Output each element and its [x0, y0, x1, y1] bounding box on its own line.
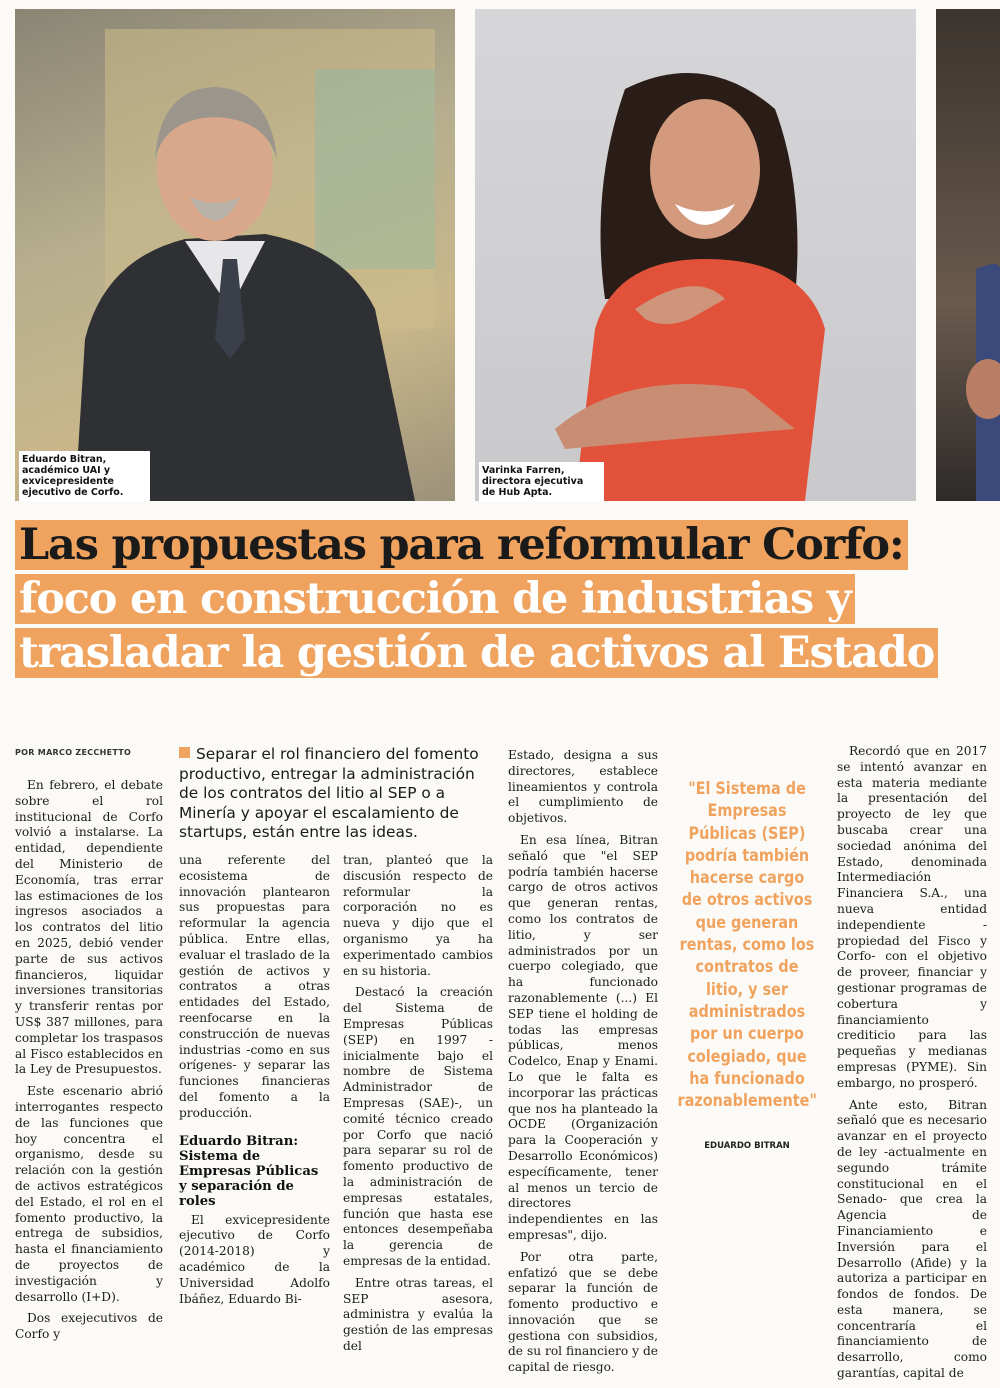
photo-third-person: [936, 9, 1000, 501]
headline-line-3-text: trasladar la gestión de activos al Estado: [15, 628, 938, 678]
article-column-4: [508, 748, 658, 1382]
headline-line-1: [15, 521, 908, 569]
photo-eduardo-bitran: [15, 9, 455, 501]
col2-paragraph-2: El exvicepresidente ejecutivo de Corfo (2014-2018) y académico de la Universidad Adolfo Ibáñez, Eduardo Bi-: [179, 1212, 330, 1306]
col3-paragraph-1: tran, planteó que la discusión respecto de reformular la corporación no es nueva y dijo que el organismo ya ha experimentado cambios en su historia.: [343, 853, 493, 978]
col1-paragraph-2: Este escenario abrió interrogantes respecto de las funciones que hoy concentra el organismo, desde su relación con la gestión de activos estratégicos del Estado, el rol en el fomento productivo, la entrega de subsidios, hasta el financiamiento de proyectos de investigación y desarrollo (I+D).: [15, 1084, 163, 1304]
headline-line-3: [15, 629, 938, 677]
section-subhead: Eduardo Bitran: Sistema de Empresas Públicas y separación de roles: [179, 1133, 319, 1209]
pull-quote-author: EDUARDO BITRAN: [704, 1141, 790, 1151]
pull-quote: "El Sistema de Empresas Públicas (SEP) podría también hacerse cargo de otros activos que generan rentas, como los contratos de litio, y ser administrados por un cuerpo colegiado, que ha funcionado razonablemente": [677, 779, 817, 1111]
col1-paragraph-3: Dos exejecutivos de Corfo y: [15, 1311, 163, 1342]
col3-paragraph-3: Entre otras tareas, el SEP asesora, administra y evalúa la gestión de las empresas del: [343, 1275, 493, 1353]
col4-paragraph-3: Por otra parte, enfatizó que se debe separar la función de fomento productivo e innovación que se gestiona con subsidios, de su rol financiero y de capital de riesgo.: [508, 1249, 658, 1375]
portrait-cropped-image: [936, 9, 1000, 501]
col3-paragraph-2: Destacó la creación del Sistema de Empresas Públicas (SEP) en 1997 -inicialmente bajo el nombre de Sistema Administrador de Empresas (SAE)-, un comité técnico creado por Corfo que nació para separar su rol de fomento productivo de la administración de empresas estatales, función que hasta ese entonces desempeñaba la gerencia de empresas de la entidad.: [343, 985, 493, 1268]
headline-line-1-text: Las propuestas para reformular Corfo:: [15, 520, 908, 570]
deck-text: Separar el rol financiero del fomento productivo, entregar la administración de los contratos del litio al SEP o a Minería y apoyar el escalamiento de startups, están entre las ideas.: [179, 745, 479, 841]
col5-paragraph-2: Ante esto, Bitran señaló que es necesario avanzar en el proyecto de ley -actualmente en segundo trámite constitucional en el Senado- que crea la Agencia de Financiamiento e Inversión para el Desarrollo (Afide) y la autoriza a participar en fondos de fondos. De esta manera, se concentraría el financiamiento de desarrollo, como garantías, capital de: [837, 1097, 987, 1381]
col4-paragraph-1: Estado, designa a sus directores, establece lineamientos y controla el cumplimiento de objetivos.: [508, 748, 658, 826]
article-column-3: [343, 853, 493, 1361]
portrait-woman-image: [475, 9, 916, 501]
photo-caption-mid: Varinka Farren, directora ejecutiva de Hub Apta.: [479, 462, 604, 501]
col4-paragraph-2: En esa línea, Bitran señaló que "el SEP podría también hacerse cargo de otros activos que generan rentas, como los contratos de litio, y ser administrados por un cuerpo colegiado, que ha funcionado razonablemente (...) El SEP tiene el holding de todas las empresas públicas, menos Codelco, Enap y Enami. Lo que le falta es incorporar las prácticas que nos ha planteado la OCDE (Organización para la Cooperación y Desarrollo Económicos) específicamente, tener al menos un tercio de directores independientes en las empresas", dijo.: [508, 832, 658, 1242]
article-column-5: [837, 744, 987, 1388]
col2-paragraph-1: una referente del ecosistema de innovación plantearon sus propuestas para reformular la agencia pública. Entre ellas, evaluar el traslado de la gestión de activos y contratos a otras entidades del Estado, reenfocarse en la construcción de nuevas industrias -como en sus orígenes- y separar las funciones financieras del fomento a la producción.: [179, 853, 330, 1120]
headline-line-2-text: foco en construcción de industrias y: [15, 574, 855, 624]
photo-caption-left: Eduardo Bitran, académico UAI y exvicepresidente ejecutivo de Corfo.: [19, 451, 150, 501]
byline: POR MARCO ZECCHETTO: [15, 748, 132, 757]
deck-summary: [179, 745, 491, 843]
col5-paragraph-1: Recordó que en 2017 se intentó avanzar en esta materia mediante la presentación del proyecto de ley que buscaba crear una sociedad anónima del Estado, denominada Intermediación Financiera S.A., una nueva entidad independiente -propiedad del Fisco y Corfo- con el objetivo de proveer, financiar y gestionar programas de cobertura y financiamiento crediticio para las pequeñas y medianas empresas (PYME). Sin embargo, no prosperó.: [837, 744, 987, 1090]
article-column-2: [179, 853, 330, 1313]
article-column-1: [15, 778, 163, 1349]
headline-line-2: [15, 575, 855, 623]
col1-paragraph-1: En febrero, el debate sobre el rol institucional de Corfo volvió a instalarse. La entidad, dependiente del Ministerio de Economía, tras errar las estimaciones de los ingresos asociados a los contratos del litio en 2025, debió vender parte de sus activos financieros, liquidar inversiones transitorias y transferir rentas por US$ 387 millones, para completar los traspasos al Fisco establecidos en la Ley de Presupuestos.: [15, 778, 163, 1077]
deck-square-icon: [179, 747, 190, 758]
portrait-man-image: [15, 9, 455, 501]
photo-varinka-farren: [475, 9, 916, 501]
